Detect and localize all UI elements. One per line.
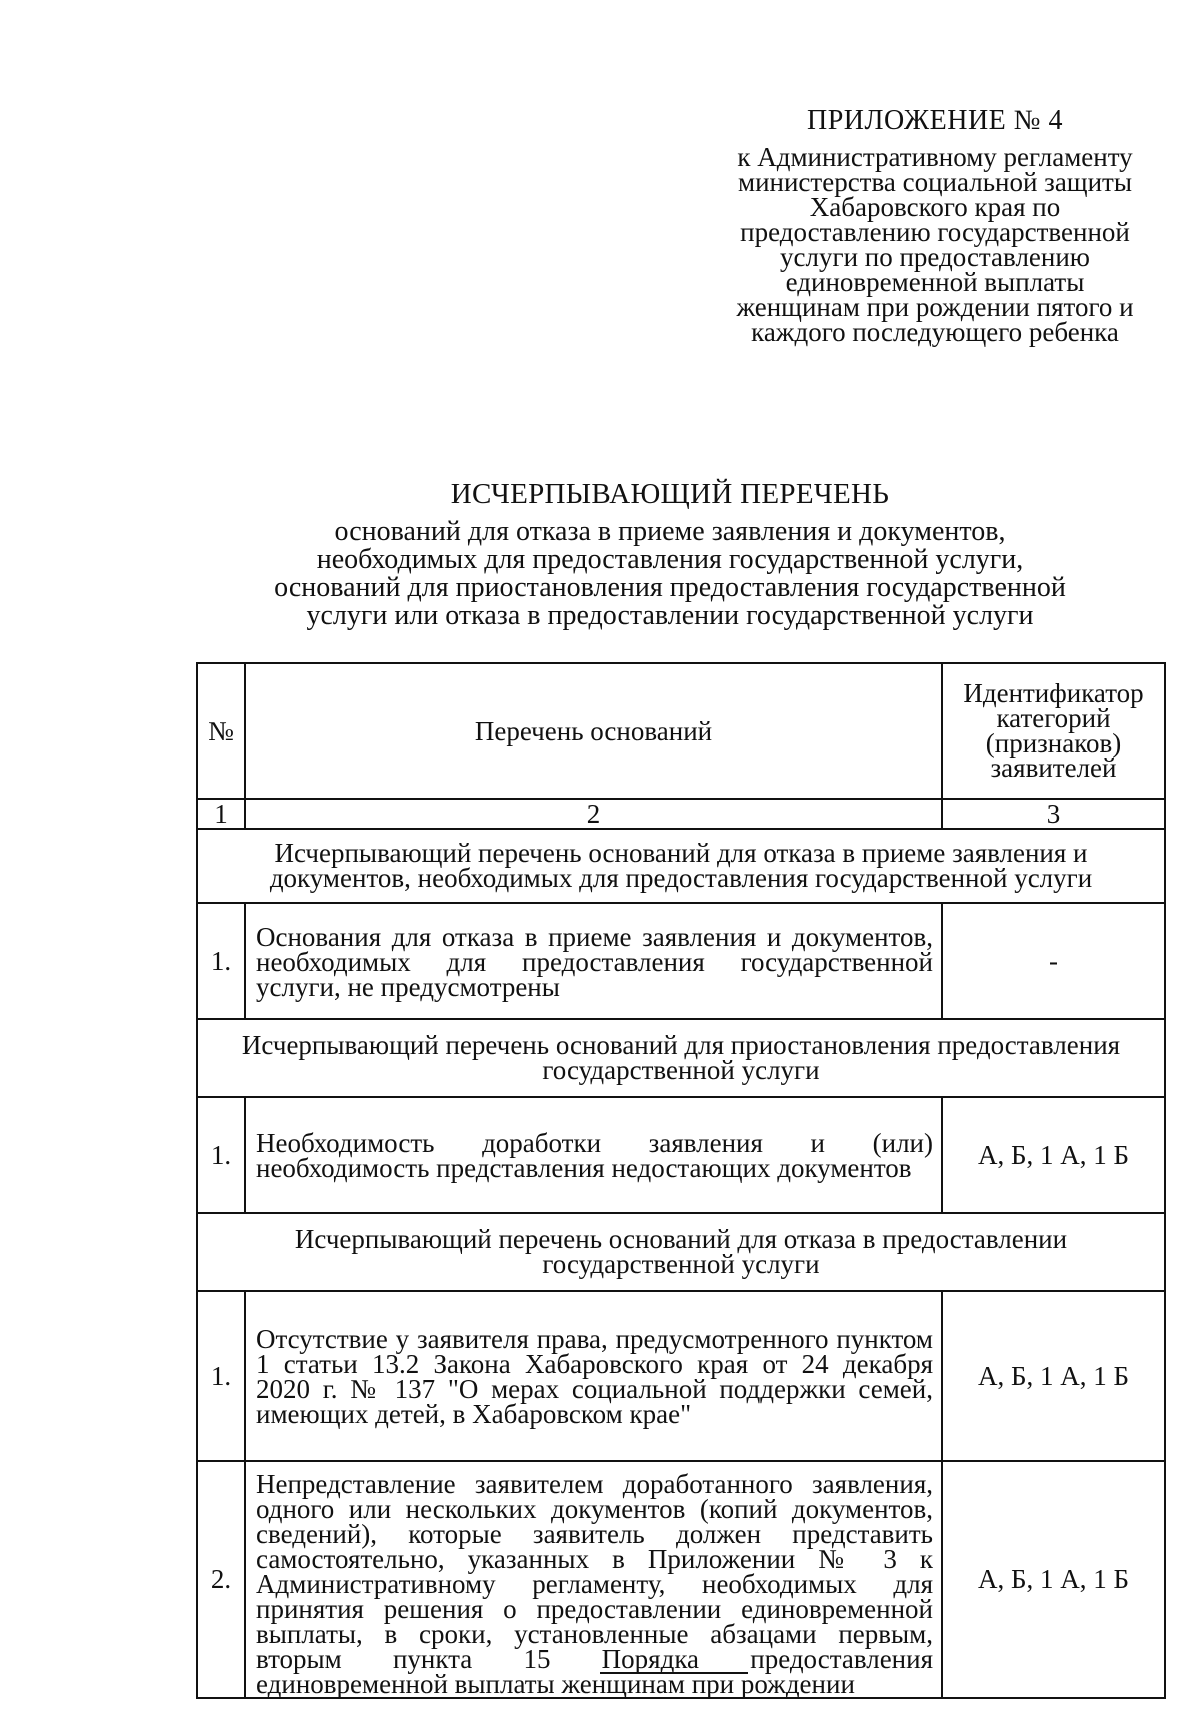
document-heading xyxy=(180,480,1160,630)
section-row xyxy=(197,829,1165,903)
heading-line: оснований для приостановления предоставления государственной xyxy=(274,572,1066,603)
table-row xyxy=(197,1291,1165,1461)
heading-line: необходимых для предоставления государственной услуги, xyxy=(316,544,1024,575)
appendix-line: Хабаровского края по xyxy=(809,192,1061,222)
table-row xyxy=(197,903,1165,1019)
row-text: Непредставление заявителем доработанного заявления, одного или нескольких документов (копий документов, сведений), которые заявитель должен представить самостоятельно, указанных в Приложении № 3 к Административному регламенту, необходимых для принятия решения о предоставлении единовременной выплаты, в сроки, установленные абзацами первым, вторым пункта 15 Порядка предоставления единовременной выплаты женщинам при рождении xyxy=(245,1461,942,1698)
appendix-block xyxy=(715,105,1155,347)
page-divider-line xyxy=(600,1672,748,1674)
column-number: 1 xyxy=(197,799,245,829)
appendix-title: ПРИЛОЖЕНИЕ № 4 xyxy=(807,105,1063,136)
appendix-line: каждого последующего ребенка xyxy=(751,317,1119,347)
row-text: Необходимость доработки заявления и (или) необходимость представления недостающих документов xyxy=(245,1097,942,1213)
column-number: 2 xyxy=(245,799,942,829)
appendix-line: женщинам при рождении пятого и xyxy=(736,292,1134,322)
grounds-table-container xyxy=(196,662,1164,1699)
section-row xyxy=(197,1213,1165,1291)
table-row xyxy=(197,1461,1165,1698)
row-identifiers: А, Б, 1 А, 1 Б xyxy=(942,1097,1165,1213)
table-header-row xyxy=(197,663,1165,799)
appendix-line: единовременной выплаты xyxy=(785,267,1085,297)
section-row xyxy=(197,1019,1165,1097)
row-identifiers: - xyxy=(942,903,1165,1019)
section-title: Исчерпывающий перечень оснований для отказа в приеме заявления и документов, необходимых для предоставления государственной услуги xyxy=(197,829,1165,903)
header-number: № xyxy=(197,663,245,799)
appendix-line: услуги по предоставлению xyxy=(780,242,1090,272)
grounds-table xyxy=(196,662,1166,1699)
header-identifier: Идентификатор категорий (признаков) заявителей xyxy=(942,663,1165,799)
appendix-line: к Административному регламенту xyxy=(737,142,1133,172)
row-number: 1. xyxy=(197,1291,245,1461)
heading-line: услуги или отказа в предоставлении государственной услуги xyxy=(306,600,1034,631)
row-identifiers: А, Б, 1 А, 1 Б xyxy=(942,1461,1165,1698)
row-number: 2. xyxy=(197,1461,245,1698)
row-number: 1. xyxy=(197,1097,245,1213)
appendix-line: предоставлению государственной xyxy=(740,217,1130,247)
section-title: Исчерпывающий перечень оснований для отказа в предоставлении государственной услуги xyxy=(197,1213,1165,1291)
column-number-row xyxy=(197,799,1165,829)
table-row xyxy=(197,1097,1165,1213)
document-title: ИСЧЕРПЫВАЮЩИЙ ПЕРЕЧЕНЬ xyxy=(450,478,890,510)
column-number: 3 xyxy=(942,799,1165,829)
row-text: Основания для отказа в приеме заявления и документов, необходимых для предоставления государственной услуги, не предусмотрены xyxy=(245,903,942,1019)
header-grounds: Перечень оснований xyxy=(245,663,942,799)
row-text: Отсутствие у заявителя права, предусмотренного пунктом 1 статьи 13.2 Закона Хабаровского края от 24 декабря 2020 г. № 137 "О мерах социальной поддержки семей, имеющих детей, в Хабаровском крае" xyxy=(245,1291,942,1461)
row-number: 1. xyxy=(197,903,245,1019)
appendix-line: министерства социальной защиты xyxy=(738,167,1132,197)
heading-line: оснований для отказа в приеме заявления и документов, xyxy=(334,516,1006,547)
section-title: Исчерпывающий перечень оснований для приостановления предоставления государственной услуги xyxy=(197,1019,1165,1097)
row-identifiers: А, Б, 1 А, 1 Б xyxy=(942,1291,1165,1461)
